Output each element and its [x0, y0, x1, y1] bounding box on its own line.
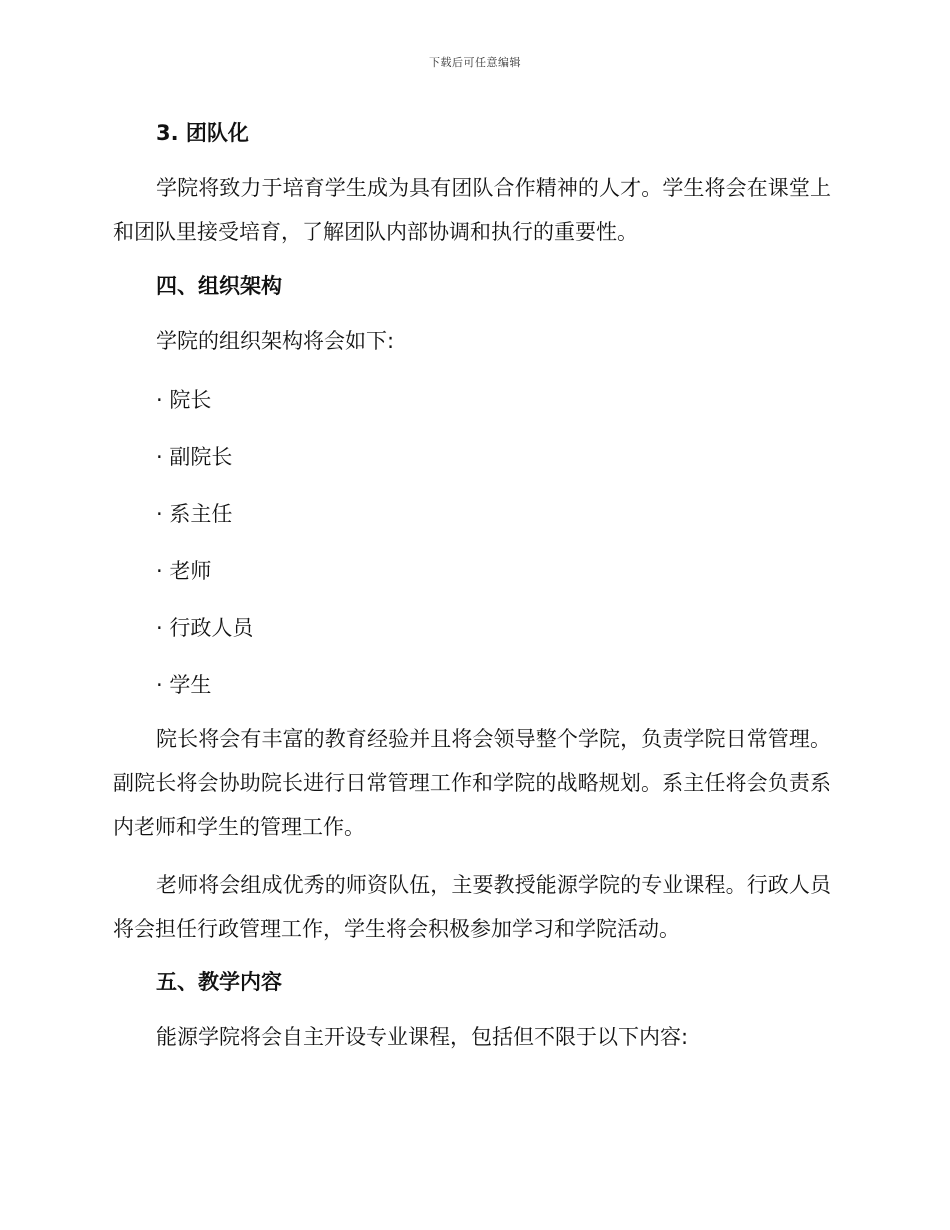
section-heading-teaching: 五、教学内容: [156, 970, 282, 994]
org-list-item: · 院长: [156, 388, 212, 412]
paragraph-roles-staff: 老师将会组成优秀的师资队伍，主要教授能源学院的专业课程。行政人员将会担任行政管理工作，学生将会积极参加学习和学院活动。: [113, 873, 831, 941]
document-body: [113, 112, 831, 1059]
org-list-item: · 系主任: [156, 502, 233, 526]
paragraph-organization-intro: 学院的组织架构将会如下:: [156, 329, 395, 353]
org-list-item: · 学生: [156, 673, 212, 697]
paragraph-teamwork: 学院将致力于培育学生成为具有团队合作精神的人才。学生将会在课堂上和团队里接受培育，了解团队内部协调和执行的重要性。: [113, 176, 831, 244]
org-list-item: · 老师: [156, 559, 212, 583]
page-header-note: 下载后可任意编辑: [429, 56, 521, 69]
paragraph-roles-leadership: 院长将会有丰富的教育经验并且将会领导整个学院，负责学院日常管理。副院长将会协助院长进行日常管理工作和学院的战略规划。系主任将会负责系内老师和学生的管理工作。: [113, 727, 831, 839]
paragraph-teaching: 能源学院将会自主开设专业课程，包括但不限于以下内容:: [156, 1025, 689, 1049]
org-list-item: · 行政人员: [156, 616, 254, 640]
org-list-item: · 副院长: [156, 445, 233, 469]
section-heading-organization: 四、组织架构: [156, 274, 282, 298]
section-heading-teamwork: 3. 团队化: [156, 121, 249, 145]
